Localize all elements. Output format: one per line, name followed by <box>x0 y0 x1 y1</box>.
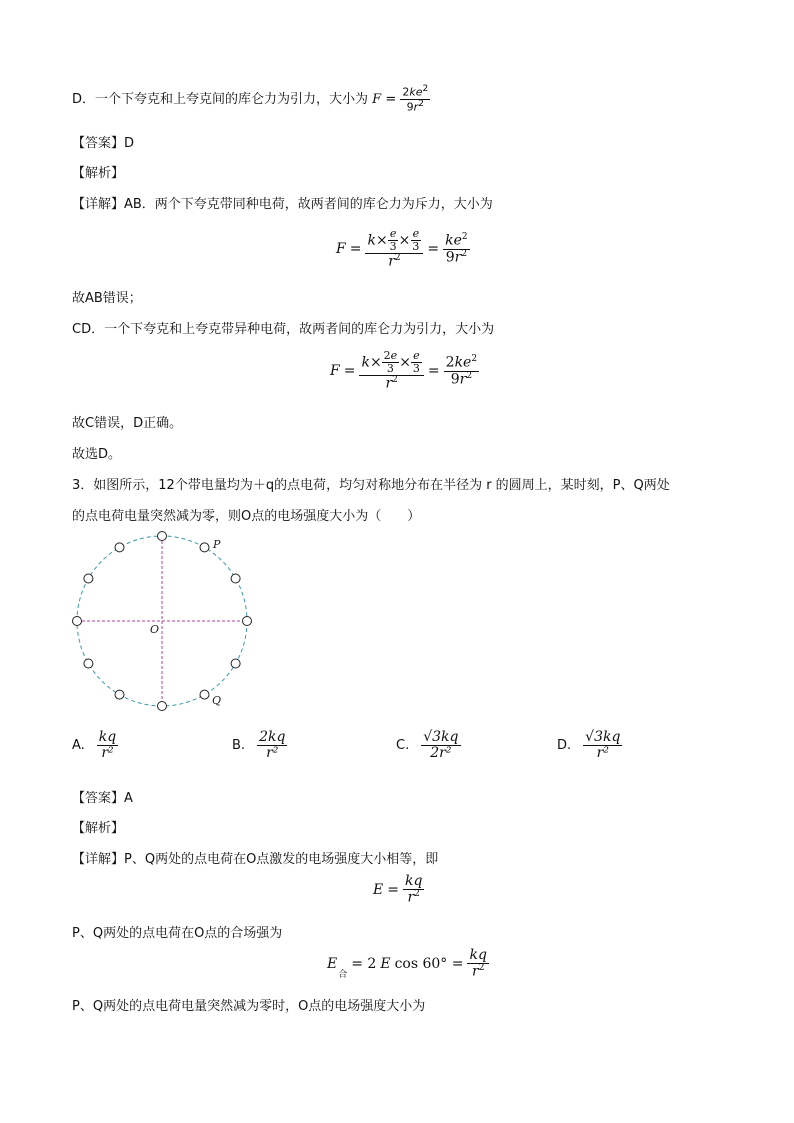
label-p: P <box>213 538 221 551</box>
label-o: O <box>150 623 160 636</box>
formula-e-combined: E 合 = 2 E cos 60° = $\frac{kq}{r^2}$ <box>327 947 487 981</box>
option-a[interactable]: A. $\frac{kq}{\text{r²}}$ <box>72 729 117 762</box>
charge-point <box>115 543 124 552</box>
cd-line: CD．一个下夸克和上夸克带异种电荷，故两者间的库仑力为引力，大小为 <box>72 322 495 337</box>
detail-1: 【详解】AB．两个下夸克带同种电荷，故两者间的库仑力为斥力，大小为 <box>72 197 493 212</box>
combined-field-line: P、Q两处的点电荷在O点的合场强为 <box>72 926 283 941</box>
option-d-text: D．一个下夸克和上夸克间的库仑力为引力，大小为 F = $\frac{2ke^2}{9r^2}$ <box>72 84 429 114</box>
charge-point <box>158 532 167 541</box>
charge-point <box>84 659 93 668</box>
charge-circle-diagram <box>62 522 262 722</box>
option-b[interactable]: B. $\frac{2kq}{\text{r²}}$ <box>232 729 286 762</box>
choose-d: 故选D。 <box>72 447 122 462</box>
charge-point <box>231 659 240 668</box>
analysis-label-2: 【解析】 <box>72 821 125 836</box>
detail-2: 【详解】P、Q两处的点电荷在O点激发的电场强度大小相等，即 <box>72 852 439 867</box>
formula-e: E = $\frac{kq}{r^2}$ <box>373 873 423 907</box>
answer-label-2: 【答案】A <box>72 791 133 806</box>
charge-point <box>84 574 93 583</box>
charge-point <box>243 617 252 626</box>
analysis-label-1: 【解析】 <box>72 166 125 181</box>
charge-point-q <box>200 690 209 699</box>
question-3-line-1: 3．如图所示，12个带电量均为＋q的点电荷，均匀对称地分布在半径为 r 的圆周上，某时刻，P、Q两处 <box>72 478 670 493</box>
final-line: P、Q两处的点电荷电量突然减为零时，O点的电场强度大小为 <box>72 999 426 1014</box>
formula-repulsion: F = k× $\frac{e}{3}$ × $\frac{e}{3}$ $r^2$ = $\frac{ke^2}{9r^2}$ <box>336 227 468 270</box>
label-q: Q <box>212 694 222 707</box>
c-wrong: 故C错误，D正确。 <box>72 416 183 431</box>
charge-point-p <box>200 543 209 552</box>
ab-wrong: 故AB错误； <box>72 291 142 306</box>
formula-attraction: F = k× $\frac{2e}{3}$ × $\frac{e}{3}$ $r^2$ = $\frac{2ke^2}{9r^2}$ <box>330 349 478 392</box>
charge-point <box>231 574 240 583</box>
charge-point <box>115 690 124 699</box>
charge-point <box>73 617 82 626</box>
option-d[interactable]: D. $\frac{√3kq}{\text{r²}}$ <box>557 729 621 762</box>
question-3-line-2: 的点电荷电量突然减为零，则O点的电场强度大小为（ ） <box>72 509 421 524</box>
answer-label-1: 【答案】D <box>72 136 135 151</box>
charge-point <box>158 702 167 711</box>
option-c[interactable]: C. $\frac{√3kq}{\text{2r²}}$ <box>396 729 459 762</box>
